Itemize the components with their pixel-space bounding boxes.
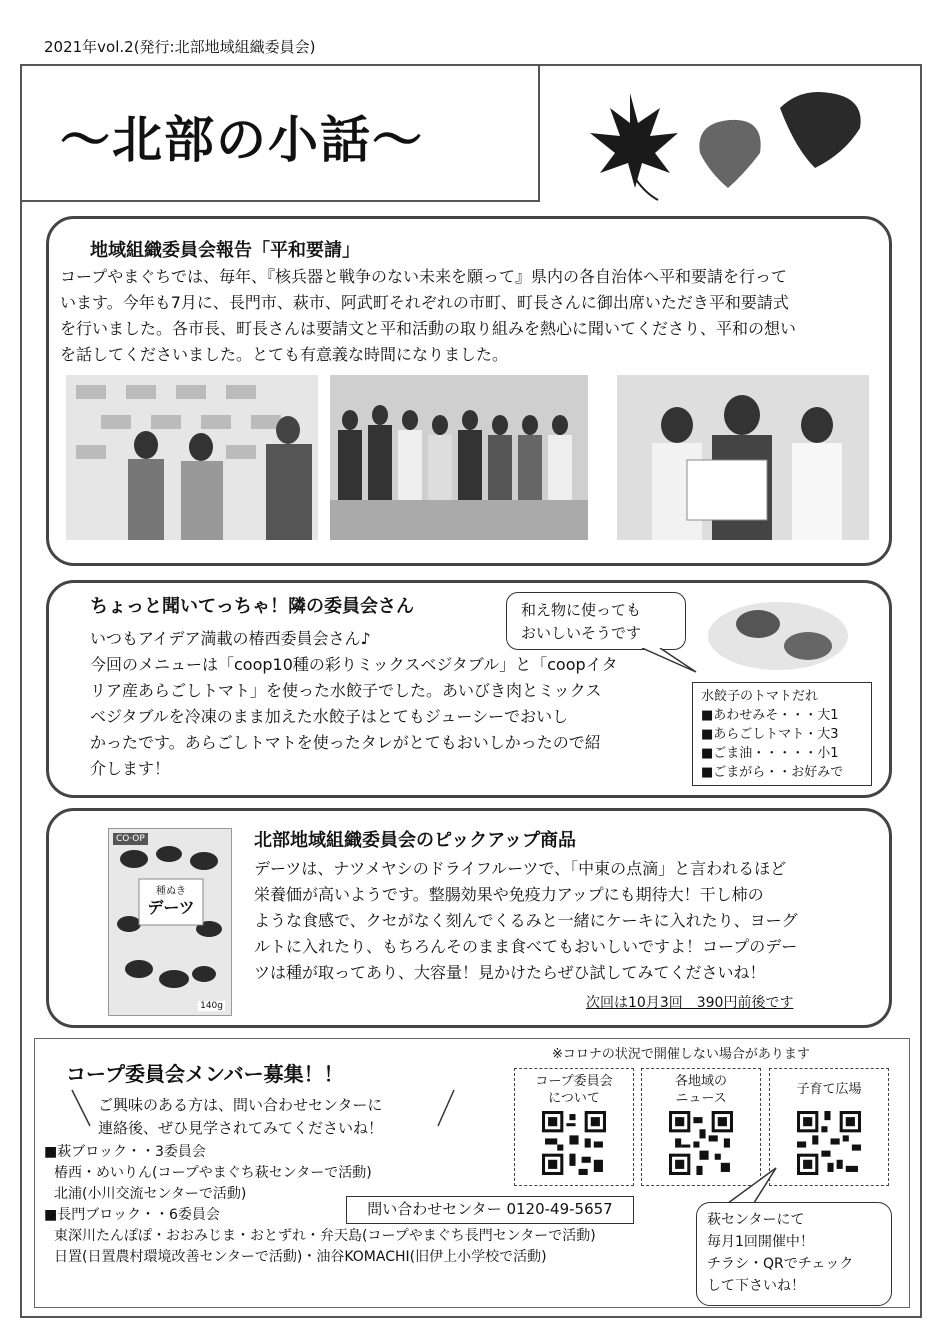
qr-regional-news[interactable]: 各地域の ニュース xyxy=(641,1068,761,1186)
autumn-leaves-illustration xyxy=(580,78,880,208)
contact-center-phone[interactable]: 問い合わせセンター 0120-49-5657 xyxy=(346,1196,634,1224)
package-name: デーツ xyxy=(147,898,195,917)
tomato-sauce-recipe: 水餃子のトマトだれ ■あわせみそ・・・大1 ■あらごしトマト・大3 ■ごま油・・・・・小1 ■ごまがら・・お好みで xyxy=(692,682,872,786)
next-sale-note: 次回は10月3回 390円前後です xyxy=(586,995,794,1011)
covid-notice: ※コロナの状況で開催しない場合があります xyxy=(552,1047,810,1062)
qr-childcare-plaza[interactable]: 子育て広場 xyxy=(769,1068,889,1186)
pickup-title: 北部地域組織委員会のピックアップ商品 xyxy=(254,830,577,851)
maple-leaf-icon xyxy=(590,93,678,200)
committee-text: いつもアイデア満載の椿西委員会さん♪ 今回のメニューは「coop10種の彩りミックスベジタブル」と「coopイタ リア産あらごしトマト」を使った水餃子でした。あいびき肉とミックス ベジタブルを冷凍のまま加えた水餃子はとてもジューシーでおいし かったです。あらごしトマトを使ったタレがとてもおいしかったので紹 介します！ xyxy=(90,629,618,778)
photo-abu-ceremony xyxy=(617,375,869,540)
package-weight: 140g xyxy=(200,1001,223,1011)
peace-request-title: 地域組織委員会報告「平和要請」 xyxy=(90,240,360,261)
pickup-text: デーツは、ナツメヤシのドライフルーツで、「中東の点滴」と言われるほど 栄養価が高いようです。整腸効果や免疫力アップにも期待大！干し柿の ような食感で、クセがなく刻んでくるみと一緒にケーキに入れたり、ヨーグ ルトに入れたり、もちろんそのまま食べてもおいしいですよ！コープのデー ツは種が取ってあり、大容量！見かけたらぜひ試してみてくださいね！ xyxy=(254,859,798,982)
committee-blocks-list: ■萩ブロック・・3委員会 椿西・めいりん(コープやまぐち萩センターで活動) 北浦(小川交流センターで活動) ■長門ブロック・・6委員会 東深川たんぽぽ・おおみじま・おとずれ・弁天島(コープやまぐち長門センターで活動) 日置(日置農村環境改善センターで活動)・油谷KOMACHI(旧伊上小学校で活動) xyxy=(44,1144,596,1265)
photo-nagato-ceremony xyxy=(66,375,318,540)
issue-label: 2021年vol.2(発行:北部地域組織委員会) xyxy=(44,38,316,56)
speech-bubble-dressing: 和え物に使っても おいしいそうです xyxy=(506,592,686,650)
ginkgo-leaf-icon xyxy=(780,92,861,168)
recruit-invite: ご興味のある方は、問い合わせセンターに 連絡後、ぜひ見学されてみてくださいね！ xyxy=(98,1096,384,1137)
recruit-title: コープ委員会メンバー募集！！ xyxy=(66,1062,344,1086)
bubble-tail xyxy=(640,648,700,674)
dates-package-image xyxy=(108,828,232,1016)
qr-code-icon xyxy=(797,1111,861,1175)
ginkgo-leaf-icon xyxy=(699,120,760,188)
qr-committee-info[interactable]: コープ委員会 について xyxy=(514,1068,634,1186)
qr-code-icon xyxy=(542,1111,606,1175)
page-title: 〜北部の小話〜 xyxy=(60,111,424,169)
dumpling-photo xyxy=(698,588,874,678)
package-brand: CO·OP xyxy=(113,833,148,845)
photo-hagi-ceremony xyxy=(330,375,588,540)
speech-bubble-hagi-center: 萩センターにて 毎月1回開催中！ チラシ・QRでチェック して下さいね！ xyxy=(696,1202,892,1306)
committee-title: ちょっと聞いてっちゃ！隣の委員会さん xyxy=(90,596,414,617)
package-small-label: 種ぬき xyxy=(156,886,186,897)
peace-request-text: コープやまぐちでは、毎年、『核兵器と戦争のない未来を願って』県内の各自治体へ平和要請を行って います。今年も7月に、長門市、萩市、阿武町それぞれの市町、町長さんに御出席いただき平和要請式 を行いました。各市長、町長さんは要請文と平和活動の取り組みを熱心に聞いてくださり、平和の想い を話してくださいました。とても有意義な時間になりました。 xyxy=(60,267,797,364)
